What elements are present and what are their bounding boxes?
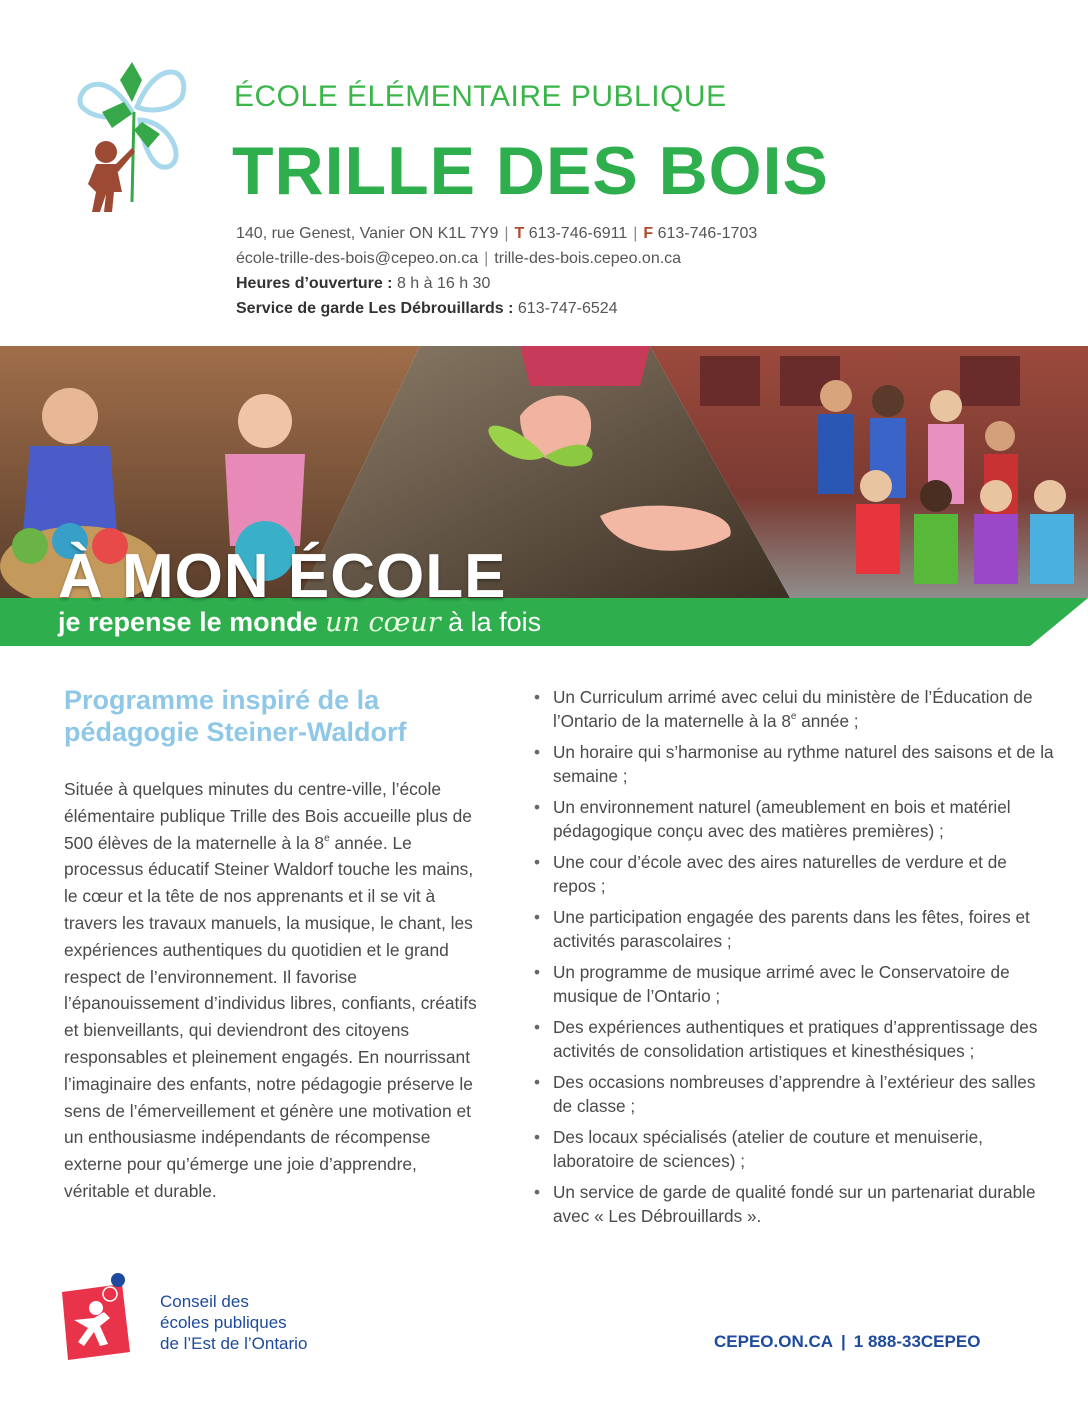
program-title: Programme inspiré de la pédagogie Steiner-Waldorf — [64, 685, 407, 747]
features-list — [534, 686, 1054, 1236]
superscript-e: e — [324, 832, 330, 844]
contact-line: école-trille-des-bois@cepeo.on.ca | trille-des-bois.cepeo.on.ca — [236, 250, 682, 267]
banner-tagline — [58, 607, 541, 638]
list-item: • Une participation engagée des parents dans les fêtes, foires et activités parascolaires ; — [534, 906, 1054, 953]
school-name: TRILLE DES BOIS — [232, 133, 829, 209]
email-link[interactable]: école-trille-des-bois@cepeo.on.ca — [236, 250, 479, 267]
hours-label: Heures d’ouverture : — [236, 275, 393, 292]
website-link[interactable]: trille-des-bois.cepeo.on.ca — [494, 250, 682, 267]
footer-website-link[interactable]: CEPEO.ON.CA — [714, 1332, 834, 1351]
fax-label: F — [643, 225, 654, 242]
council-line: Conseil des — [160, 1292, 249, 1311]
hours: 8 h à 16 h 30 — [396, 275, 491, 292]
list-item: • Un environnement naturel (ameublement en bois et matériel pédagogique conçu avec des matières premières) ; — [534, 796, 1054, 843]
cepeo-logo — [60, 1272, 140, 1360]
banner-title: À MON ÉCOLE — [58, 542, 507, 611]
daycare-phone[interactable]: 613-747-6524 — [517, 300, 618, 317]
program-description — [64, 776, 484, 1205]
council-line: de l’Est de l’Ontario — [160, 1334, 308, 1353]
daycare-label: Service de garde Les Débrouillards : — [236, 300, 514, 317]
hours-line — [236, 274, 490, 294]
program-text-part1: Située à quelques minutes du centre-ville, l’école élémentaire publique Trille des Bois accueille plus de 500 élèves de la maternelle à la 8 — [64, 779, 472, 853]
program-text-part2: année. Le processus éducatif Steiner Waldorf touche les mains, le cœur et la tête de nos apprenants et il se vit à travers les travaux manuels, la musique, le chant, les expériences authentiques du quotidien et le grand respect de l’environnement. Il favorise l’épanouissement d’individus libres, confiants, créatifs et bienveillants, qui deviendront des citoyens responsables et pleinement engagés. En nourrissant l’imaginaire des enfants, notre pédagogie préserve le sens de l’émerveillement et génère une motivation et un enthousiasme indépendants de récompense externe pour qu’émerge une joie d’apprendre, véritable et durable. — [64, 832, 477, 1201]
council-name — [160, 1291, 307, 1354]
list-item: • Des locaux spécialisés (atelier de couture et menuiserie, laboratoire de sciences) ; — [534, 1126, 1054, 1173]
list-item-text-end: année ; — [796, 710, 859, 731]
phone-label: T — [514, 225, 525, 242]
council-line: écoles publiques — [160, 1313, 287, 1332]
tagline-script: un cœur — [325, 607, 441, 638]
trille-flower-child-logo — [62, 52, 194, 222]
tagline-end: à la fois — [448, 607, 542, 637]
list-item: • Une cour d’école avec des aires naturelles de verdure et de repos ; — [534, 851, 1054, 898]
list-item-text: Un Curriculum arrimé avec celui du ministère de l’Éducation de l’Ontario de la maternelle à la 8 — [553, 687, 1033, 731]
list-item — [534, 686, 1054, 733]
list-item: • Des expériences authentiques et pratiques d’apprentissage des activités de consolidation artistiques et kinesthésiques ; — [534, 1016, 1054, 1063]
school-kicker: ÉCOLE ÉLÉMENTAIRE PUBLIQUE — [234, 80, 727, 113]
address-line: 140, rue Genest, Vanier ON K1L 7Y9 | T 613-746-6911 | F 613-746-1703 — [236, 225, 758, 242]
fax: 613-746-1703 — [657, 225, 758, 242]
list-item: • Un programme de musique arrimé avec le Conservatoire de musique de l’Ontario ; — [534, 961, 1054, 1008]
list-item: • Des occasions nombreuses d’apprendre à l’extérieur des salles de classe ; — [534, 1071, 1054, 1118]
daycare-line — [236, 299, 618, 319]
list-item: • Un horaire qui s’harmonise au rythme naturel des saisons et de la semaine ; — [534, 741, 1054, 788]
address: 140, rue Genest, Vanier ON K1L 7Y9 — [236, 225, 499, 242]
list-item: • Un service de garde de qualité fondé sur un partenariat durable avec « Les Débrouillards ». — [534, 1181, 1054, 1228]
superscript-e: e — [790, 710, 797, 722]
phone[interactable]: 613-746-6911 — [528, 225, 628, 242]
footer-phone[interactable]: 1 888-33CEPEO — [853, 1332, 981, 1351]
tagline-bold: je repense le monde — [58, 607, 318, 637]
footer-contact: CEPEO.ON.CA | 1 888-33CEPEO — [714, 1332, 981, 1351]
